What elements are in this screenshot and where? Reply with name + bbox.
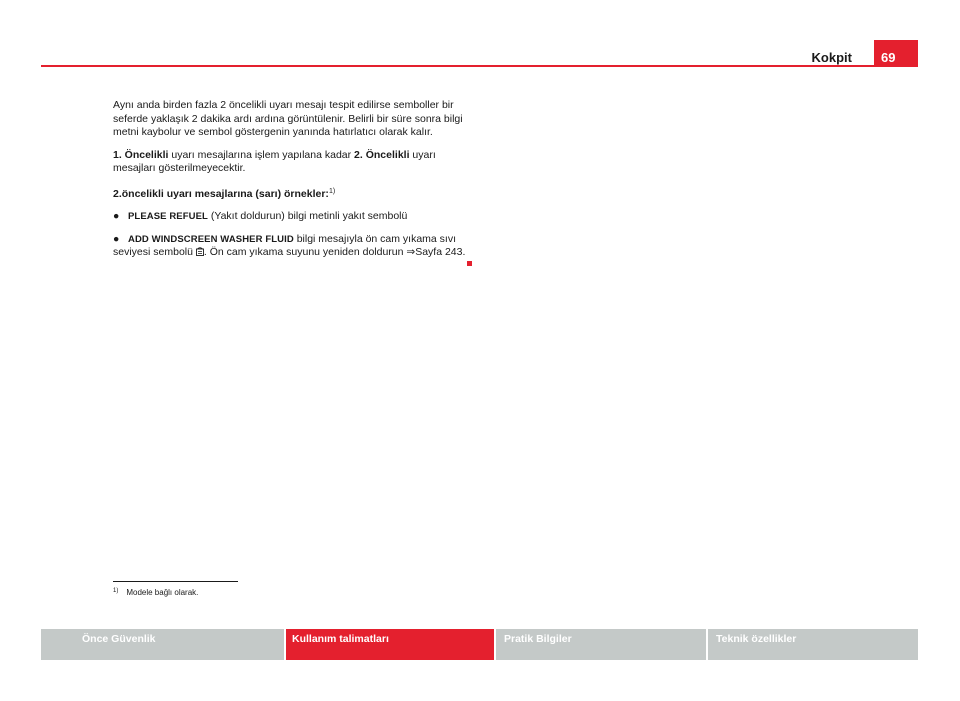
paragraph-2-text-1: uyarı mesajlarına işlem yapılana kadar [168, 148, 355, 161]
paragraph-1: Aynı anda birden fazla 2 öncelikli uyarı mesajı tespit edilirse semboller bir seferde yaklaşık 2 dakika ardı ardına görüntülenir. Belirli bir süre sonra bilgi metni kaybolur ve sembol göstergenin yanında hatırlatıcı olarak kalır. [113, 99, 463, 138]
tab-teknik-ozellikler[interactable]: Teknik özellikler [708, 629, 918, 660]
bullet-item [113, 233, 473, 260]
paragraph-2-text-2: uyarı mesajları gösterilmeyecektir. [113, 148, 436, 174]
bullet-item [113, 210, 473, 224]
paragraph-2 [113, 149, 473, 176]
section-title: Kokpit [811, 50, 852, 65]
priority-1-label: 1. Öncelikli [113, 148, 169, 161]
footnote-text: Modele bağlı olarak. [126, 588, 199, 597]
bullet-2-text-1: bilgi mesajıyla ön cam yıkama sıvı seviyesi sembolü [113, 232, 457, 258]
bullet-1-text: (Yakıt doldurun) bilgi metinli yakıt sembolü [207, 210, 408, 222]
bullet-1-caps: PLEASE REFUEL [128, 211, 208, 222]
bullet-icon: ● [113, 232, 120, 245]
washer-fluid-icon [196, 246, 204, 256]
header-rule [41, 65, 918, 67]
tab-kullanim-talimatlari[interactable]: Kullanım talimatları [286, 629, 494, 660]
bottom-navigation [41, 629, 918, 660]
priority-2-label: 2. Öncelikli [354, 148, 410, 161]
section-end-marker [467, 261, 472, 266]
main-content [113, 99, 473, 269]
bullet-icon: ● [113, 210, 120, 222]
footnote-mark: 1) [113, 588, 119, 594]
page-link[interactable]: ⇒Sayfa 243. [406, 246, 466, 258]
examples-heading: 2.öncelikli uyarı mesajlarına (sarı) örnekler:$^{1)}$ [113, 187, 336, 200]
bullet-2-caps: ADD WINDSCREEN WASHER FLUID [128, 233, 294, 245]
footnote [113, 588, 198, 597]
bullet-2-text-2: . Ön cam yıkama suyunu yeniden doldurun [203, 246, 407, 258]
footnote-reference[interactable]: 1) [328, 187, 336, 195]
tab-once-guvenlik[interactable]: Önce Güvenlik [41, 629, 284, 660]
footnote-rule [113, 581, 238, 582]
page-number: 69 [874, 40, 918, 67]
tab-pratik-bilgiler[interactable]: Pratik Bilgiler [496, 629, 706, 660]
